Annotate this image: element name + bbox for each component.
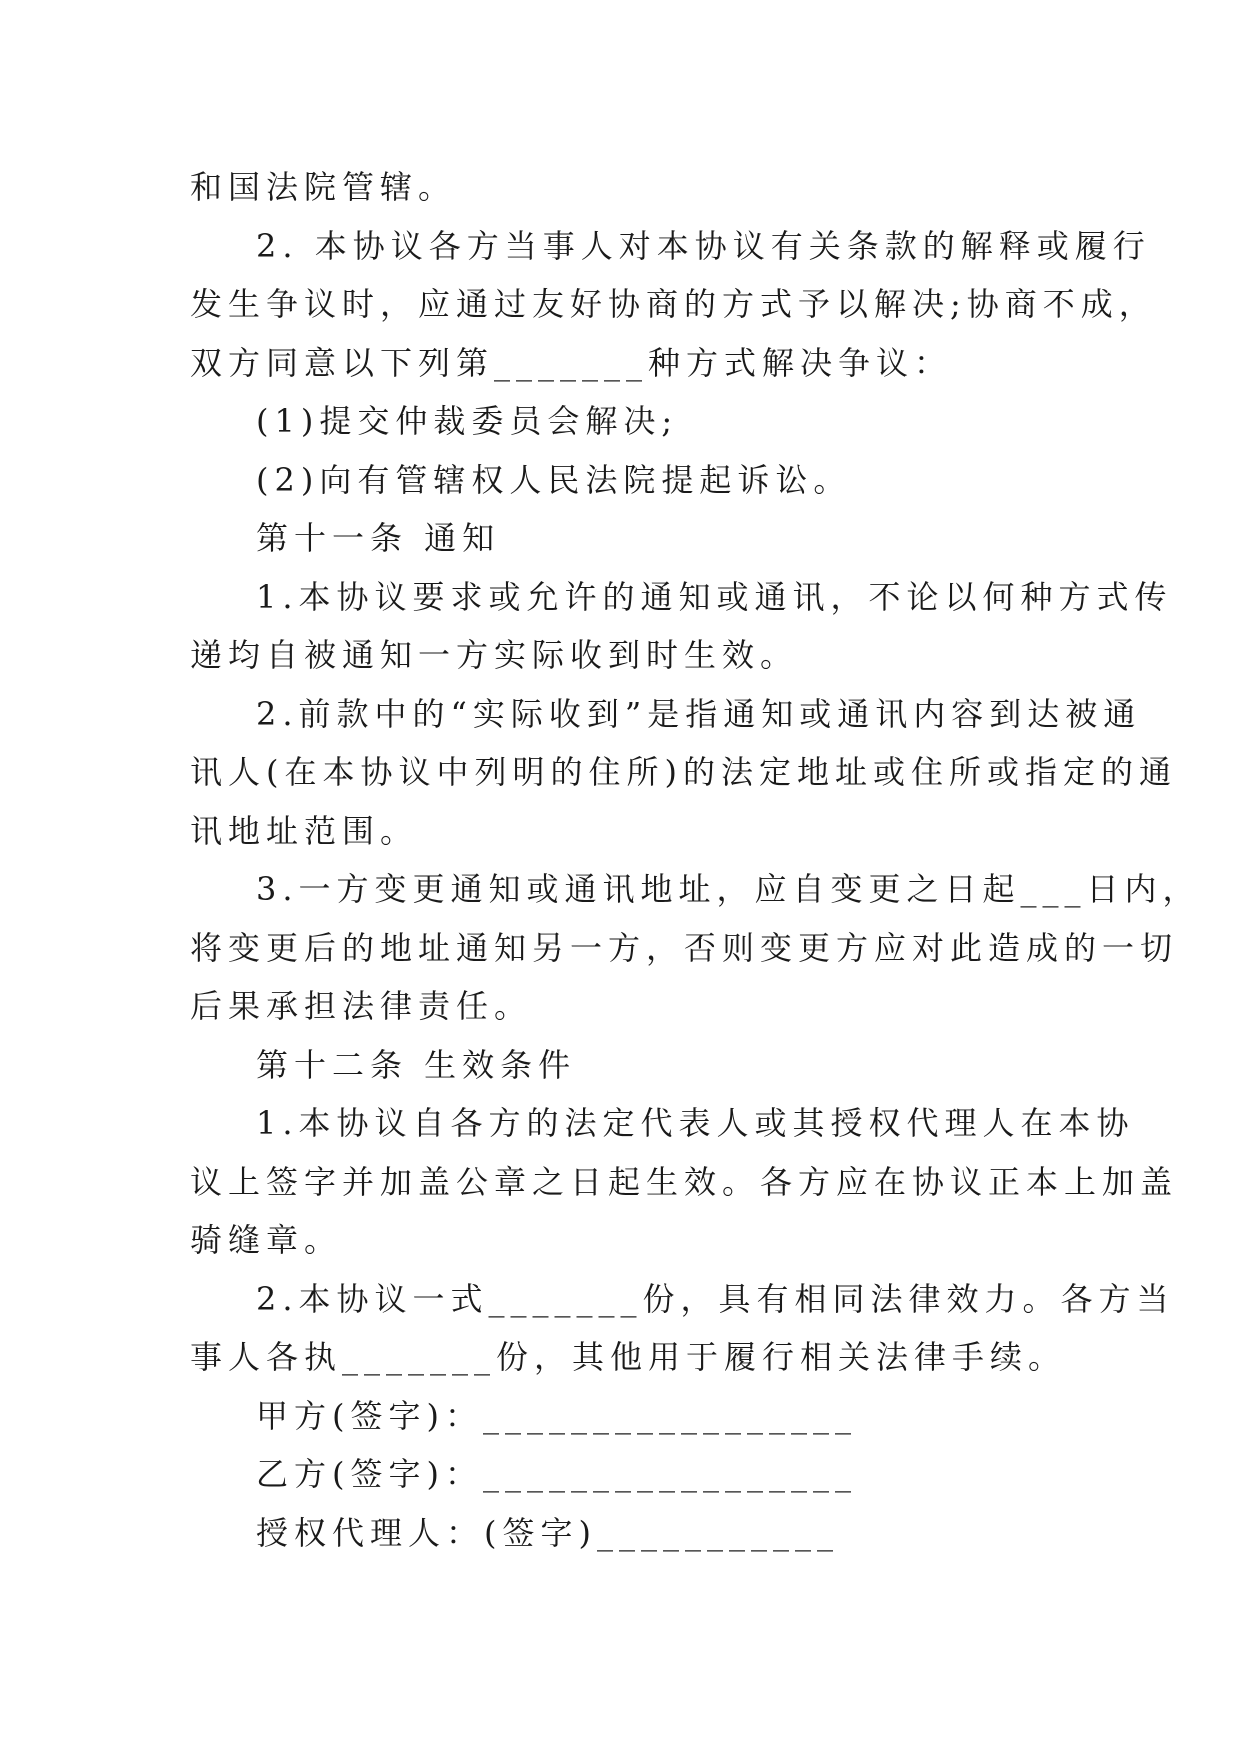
text-line-11: 讯人(在本协议中列明的住所)的法定地址或住所或指定的通 xyxy=(190,753,1177,791)
section-heading-11: 第十一条 通知 xyxy=(256,519,501,557)
text-line-6: (2)向有管辖权人民法院提起诉讼。 xyxy=(256,460,852,499)
document-body xyxy=(190,158,1201,1562)
text-line-17: 1.本协议自各方的法定代表人或其授权代理人在本协 xyxy=(256,1104,1135,1142)
signature-line-party-b: 乙方(签字)：_________________ xyxy=(256,1455,857,1493)
section-heading-12: 第十二条 生效条件 xyxy=(256,1045,577,1084)
text-line-18: 议上签字并加盖公章之日起生效。各方应在协议正本上加盖 xyxy=(190,1162,1179,1201)
text-line-9: 递均自被通知一方实际收到时生效。 xyxy=(190,636,799,674)
text-line-12: 讯地址范围。 xyxy=(190,811,419,850)
text-line-19: 骑缝章。 xyxy=(190,1221,343,1259)
text-line-5: (1)提交仲裁委员会解决; xyxy=(256,402,679,440)
text-line-3: 发生争议时，应通过友好协商的方式予以解决;协商不成， xyxy=(190,285,1157,323)
text-line-8: 1.本协议要求或允许的通知或通讯，不论以何种方式传 xyxy=(256,577,1173,616)
text-line-15: 后果承担法律责任。 xyxy=(190,987,533,1025)
signature-line-party-a: 甲方(签字)：_________________ xyxy=(256,1396,857,1435)
signature-line-agent: 授权代理人：(签字)___________ xyxy=(256,1513,839,1552)
text-line-4: 双方同意以下列第_______种方式解决争议： xyxy=(190,343,953,382)
text-line-2: 2. 本协议各方当事人对本协议有关条款的解释或履行 xyxy=(256,226,1151,265)
text-line-20: 2.本协议一式_______份，具有相同法律效力。各方当 xyxy=(256,1279,1175,1318)
text-line-21: 事人各执_______份，其他用于履行相关法律手续。 xyxy=(190,1338,1067,1376)
text-line-1: 和国法院管辖。 xyxy=(190,168,457,206)
text-line-13: 3.一方变更通知或通讯地址，应自变更之日起___日内， xyxy=(256,870,1201,908)
text-line-14: 将变更后的地址通知另一方，否则变更方应对此造成的一切 xyxy=(190,928,1179,967)
text-line-10: 2.前款中的“实际收到”是指通知或通讯内容到达被通 xyxy=(256,694,1142,733)
